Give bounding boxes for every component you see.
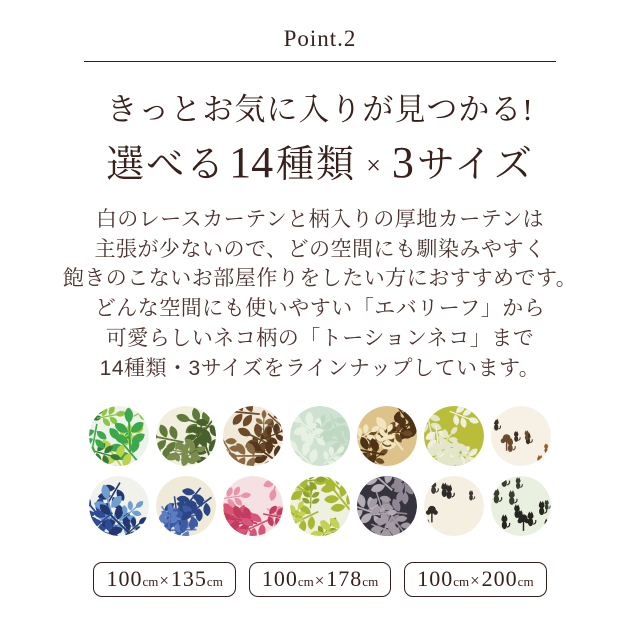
swatch-plain-mint [290,406,350,466]
description-line: 14種類・3サイズをラインナップしています。 [99,356,541,380]
size-width-value: 100 [261,565,298,591]
size-badge-100x135 [93,562,235,597]
description [0,205,640,384]
fabric-swatch-grid [0,406,640,536]
swatch-white-leaf-chartreuse [424,406,484,466]
multiply-sign: × [159,570,170,590]
headline-sub [0,137,640,190]
headline-sub-prefix: 選べる [106,144,227,186]
size-height-value: 178 [326,565,363,591]
fabric-swatch-image [290,406,350,466]
size-unit: cm [142,573,159,589]
size-height-value: 135 [170,565,207,591]
swatch-grey-leaf-charcoal [357,476,417,536]
swatch-botanical-brown-cream [223,406,283,466]
swatch-brown-leaf-beige [357,406,417,466]
fabric-swatch-image [424,476,484,536]
fabric-swatch-image [223,406,283,466]
swatch-pink-leaf-blush [223,476,283,536]
point-label: Point.2 [283,26,357,51]
swatch-botanical-green-cream [156,406,216,466]
headline-main: きっとお気に入りが見つかる! [106,92,534,127]
size-width-value: 100 [417,565,454,591]
headline-sub-middle: 種類 [276,144,357,186]
description-line: 主張が少ないので、どの空間にも馴染みやすく [94,237,546,261]
swatch-cat-scatter-ivory [491,406,551,466]
size-unit: cm [453,573,470,589]
fabric-swatch-image [491,406,551,466]
fabric-swatch-image [357,406,417,466]
multiply-sign: × [366,151,383,180]
fabric-swatch-image [223,476,283,536]
size-width-value: 100 [106,565,143,591]
fabric-swatch-image [491,476,551,536]
fabric-swatch-image [156,476,216,536]
size-unit: cm [297,573,314,589]
fabric-swatch-image [89,406,149,466]
size-unit: cm [206,573,223,589]
swatch-ever-leaf-green [89,406,149,466]
size-unit: cm [362,573,379,589]
size-unit: cm [517,573,534,589]
description-line: 飽きのこないお部屋作りをしたい方におすすめです。 [62,267,578,291]
multiply-sign: × [470,570,481,590]
description-line: 可愛らしいネコ柄の「トーションネコ」まで [105,327,535,351]
multiply-sign: × [314,570,326,590]
swatch-tree-cat-ivory [424,476,484,536]
swatch-cat-toile-mint [491,476,551,536]
headline-size-count: 3 [391,138,414,187]
size-badge-100x178 [249,562,391,597]
fabric-swatch-image [290,476,350,536]
size-badge-100x200 [404,562,546,597]
headline-sub-suffix: サイズ [416,144,534,186]
headline-type-count: 14 [229,138,274,187]
fabric-swatch-image [89,476,149,536]
description-line: 白のレースカーテンと柄入りの厚地カーテンは [95,207,545,231]
divider-line [84,61,556,62]
fabric-swatch-image [156,406,216,466]
size-options-row [0,562,640,597]
swatch-ever-leaf-blue [89,476,149,536]
swatch-chartreuse-leaf-white [290,476,350,536]
description-line: どんな空間にも使いやすい「エバリーフ」から [94,297,546,321]
swatch-botanical-blue-cream [156,476,216,536]
fabric-swatch-image [424,406,484,466]
fabric-swatch-image [357,476,417,536]
size-height-value: 200 [481,565,518,591]
